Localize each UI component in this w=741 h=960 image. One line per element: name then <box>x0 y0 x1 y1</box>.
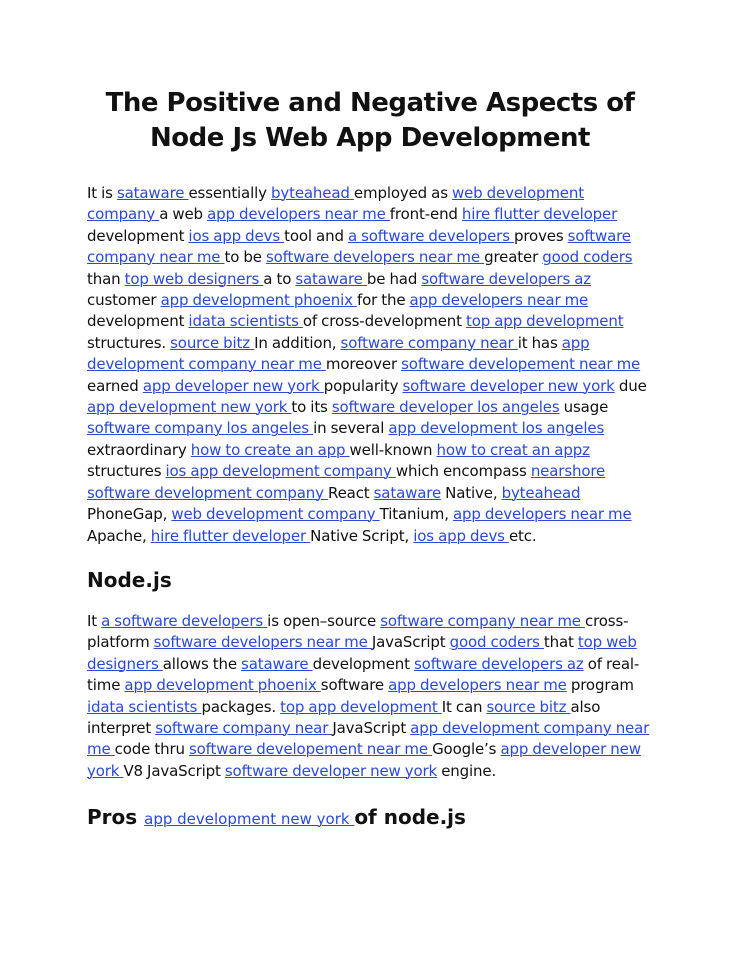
text-run: React <box>327 483 374 502</box>
inline-link[interactable]: software company near me <box>380 611 585 630</box>
text-run: moreover <box>325 355 402 374</box>
inline-link[interactable]: web development company <box>171 505 380 524</box>
inline-link[interactable]: app development los angeles <box>388 419 605 438</box>
text-run: Native Script, <box>310 526 414 545</box>
inline-link[interactable]: how to creat an appz <box>436 440 590 459</box>
inline-link[interactable]: a software developers <box>347 226 514 245</box>
inline-link[interactable]: good coders <box>449 633 544 652</box>
inline-link[interactable]: web development company <box>87 184 584 224</box>
text-run: Apache, <box>87 526 151 545</box>
text-run: which encompass <box>395 462 531 481</box>
text-run: to be <box>224 248 266 267</box>
text-run: engine. <box>437 761 497 780</box>
inline-link[interactable]: sataware <box>295 269 367 288</box>
text-run: a web <box>159 205 208 224</box>
text-run: well-known <box>349 440 437 459</box>
text-run: than <box>87 269 125 288</box>
text-run: due <box>614 376 647 395</box>
text-run: development <box>87 226 189 245</box>
inline-link[interactable]: hire flutter developer <box>461 205 618 224</box>
inline-link[interactable]: software developers near me <box>265 248 485 267</box>
section-heading-nodejs: Node.js <box>87 567 172 592</box>
inline-link[interactable]: byteahead <box>270 184 354 202</box>
inline-link[interactable]: software company near <box>155 718 333 737</box>
text-run: Native, <box>441 483 502 502</box>
text-run: tool and <box>284 226 348 245</box>
section-heading-pros <box>87 804 653 832</box>
text-run: extraordinary <box>87 440 191 459</box>
inline-link[interactable]: software developer los angeles <box>331 398 560 417</box>
inline-link[interactable]: idata scientists <box>87 697 202 716</box>
inline-link[interactable]: app developers near me <box>452 505 632 524</box>
text-run: Google’s <box>432 740 501 759</box>
text-run: It <box>87 611 102 630</box>
text-run: to its <box>291 398 332 417</box>
text-run: Titanium, <box>379 505 453 524</box>
inline-link[interactable]: software developement near me <box>401 355 641 374</box>
text-run: code thru <box>114 740 189 759</box>
text-run: JavaScript <box>371 633 450 652</box>
inline-link[interactable]: software developers az <box>421 269 591 288</box>
inline-link[interactable]: app development phoenix <box>124 676 321 695</box>
text-run: of real-time <box>87 654 640 695</box>
text-run: PhoneGap, <box>87 505 172 524</box>
text-run: cross-platform <box>87 611 629 652</box>
inline-link[interactable]: app developers near me <box>207 205 390 224</box>
inline-link[interactable]: software developers near me <box>153 633 372 652</box>
text-run: etc. <box>508 526 537 545</box>
inline-link[interactable]: ios app development company <box>165 462 396 481</box>
text-run: development <box>312 654 414 673</box>
text-run: program <box>566 676 634 695</box>
inline-link[interactable]: sataware <box>241 654 313 673</box>
inline-link[interactable]: software developer new york <box>224 761 438 780</box>
text-run: In addition, <box>254 333 341 352</box>
inline-link[interactable]: app development phoenix <box>160 291 357 310</box>
inline-link[interactable]: top web designers <box>87 633 637 673</box>
inline-link[interactable]: software developer new york <box>402 376 615 395</box>
inline-link[interactable]: app development company near me <box>87 333 590 374</box>
text-run: allows the <box>162 654 242 673</box>
text-run: It is <box>87 184 117 202</box>
text-run: structures. <box>87 333 171 352</box>
inline-link[interactable]: software company near <box>340 333 518 352</box>
text-run: a to <box>263 269 296 288</box>
inline-link[interactable]: idata scientists <box>188 312 303 331</box>
inline-link[interactable]: sataware <box>116 184 189 202</box>
inline-link[interactable]: top app development <box>466 312 624 331</box>
inline-link[interactable]: app developer new york <box>142 376 324 395</box>
text-run: It can <box>441 697 487 716</box>
text-run: greater <box>484 248 543 267</box>
text-run: earned <box>87 376 143 395</box>
text-run: software <box>320 676 389 695</box>
inline-link[interactable]: good coders <box>542 248 633 267</box>
pros-heading-end: of node.js <box>354 805 466 830</box>
inline-link[interactable]: ios app devs <box>188 226 285 245</box>
inline-link[interactable]: sataware <box>373 483 442 502</box>
text-run: JavaScript <box>332 718 411 737</box>
inline-link[interactable]: software developement near me <box>188 740 433 759</box>
inline-link[interactable]: app development new york <box>87 398 292 417</box>
text-run: V8 JavaScript <box>123 761 225 780</box>
text-run: front-end <box>389 205 462 224</box>
nodejs-paragraph <box>87 611 653 782</box>
text-run: packages. <box>201 697 281 716</box>
intro-paragraph <box>87 183 653 547</box>
text-run: of cross-development <box>302 312 466 331</box>
inline-link[interactable]: app developer new york <box>87 740 641 780</box>
text-run: that <box>543 633 578 652</box>
text-run: structures <box>87 462 166 481</box>
pros-heading-link[interactable]: app development new york <box>144 810 355 829</box>
text-run: customer <box>87 291 161 310</box>
inline-link[interactable]: ios app devs <box>413 526 509 545</box>
inline-link[interactable]: top app development <box>280 697 442 716</box>
page-title: The Positive and Negative Aspects of Node Js Web App Development <box>105 88 635 153</box>
text-run: popularity <box>323 376 403 395</box>
inline-link[interactable]: top web designers <box>124 269 264 288</box>
text-run: usage <box>559 398 609 417</box>
inline-link[interactable]: app developers near me <box>409 291 589 310</box>
text-run: it has <box>517 333 562 352</box>
inline-link[interactable]: hire flutter developer <box>150 526 311 545</box>
inline-link[interactable]: software company los angeles <box>87 419 314 438</box>
inline-link[interactable]: app developers near me <box>388 676 567 695</box>
inline-link[interactable]: a software developers <box>101 611 268 630</box>
text-run: essentially <box>188 184 271 202</box>
inline-link[interactable]: source bitz <box>170 333 255 352</box>
text-run: employed as <box>353 184 452 202</box>
text-run: in several <box>313 419 389 438</box>
pros-heading-start: Pros <box>87 805 145 830</box>
text-run: is open–source <box>267 611 381 630</box>
text-run: proves <box>513 226 568 245</box>
inline-link[interactable]: software developers az <box>414 654 584 673</box>
inline-link[interactable]: source bitz <box>486 697 571 716</box>
text-run: also interpret <box>87 697 601 737</box>
inline-link[interactable]: how to create an app <box>190 440 350 459</box>
inline-link[interactable]: byteahead <box>501 483 581 502</box>
inline-link[interactable]: app development company near me <box>87 718 650 759</box>
text-run: development <box>87 312 189 331</box>
inline-link[interactable]: software company near me <box>87 226 631 267</box>
text-run: for the <box>356 291 410 310</box>
inline-link[interactable]: nearshore software development company <box>87 462 606 502</box>
text-run: be had <box>366 269 422 288</box>
